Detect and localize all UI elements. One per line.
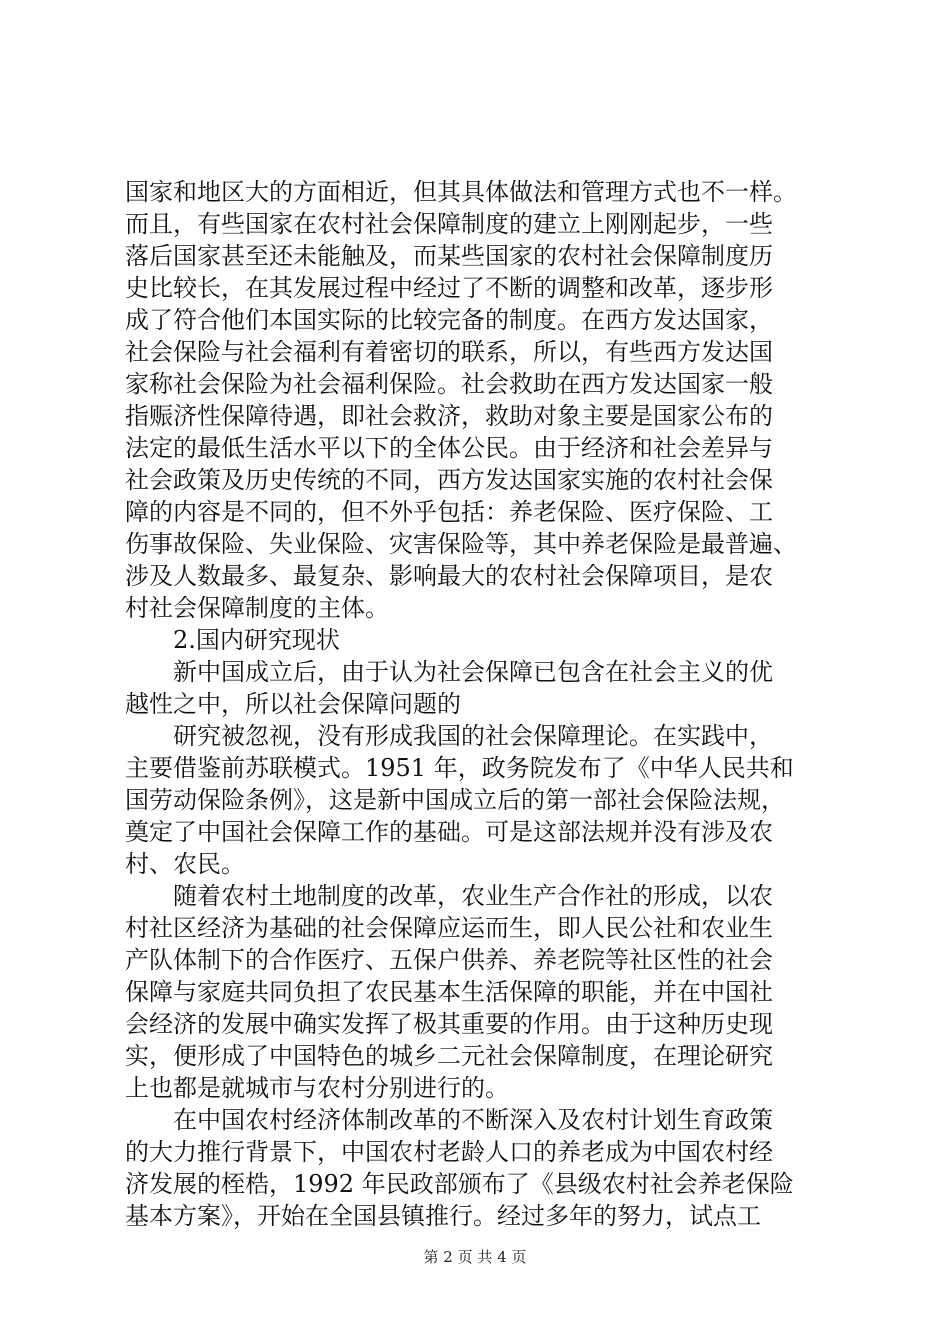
text-line: 的大力推行背景下，中国农村老龄人口的养老成为中国农村经 [125, 1138, 773, 1166]
text-line: 实，便形成了中国特色的城乡二元社会保障制度，在理论研究 [125, 1042, 773, 1070]
text-line: 济发展的桎梏，1992 年民政部颁布了《县级农村社会养老保险 [125, 1170, 794, 1198]
text-line: 伤事故保险、失业保险、灾害保险等，其中养老保险是最普遍、 [125, 530, 797, 558]
section-heading: 2.国内研究现状 [173, 626, 340, 654]
text-line: 保障与家庭共同负担了农民基本生活保障的职能，并在中国社 [125, 978, 773, 1006]
text-line: 产队体制下的合作医疗、五保户供养、养老院等社区性的社会 [125, 946, 773, 974]
text-line: 家称社会保险为社会福利保险。社会救助在西方发达国家一般 [125, 370, 773, 398]
text-line: 研究被忽视，没有形成我国的社会保障理论。在实践中， [173, 722, 773, 750]
text-line: 障的内容是不同的，但不外乎包括：养老保险、医疗保险、工 [125, 498, 773, 526]
text-line: 随着农村土地制度的改革，农业生产合作社的形成，以农 [173, 882, 773, 910]
text-line: 成了符合他们本国实际的比较完备的制度。在西方发达国家， [125, 306, 773, 334]
text-line: 奠定了中国社会保障工作的基础。可是这部法规并没有涉及农 [125, 818, 773, 846]
text-line: 主要借鉴前苏联模式。1951 年，政务院发布了《中华人民共和 [125, 754, 794, 782]
text-line: 法定的最低生活水平以下的全体公民。由于经济和社会差异与 [125, 434, 773, 462]
text-line: 涉及人数最多、最复杂、影响最大的农村社会保障项目，是农 [125, 562, 773, 590]
text-line: 而且，有些国家在农村社会保障制度的建立上刚刚起步，一些 [125, 210, 773, 238]
text-line: 史比较长，在其发展过程中经过了不断的调整和改革，逐步形 [125, 274, 773, 302]
text-line: 村社会保障制度的主体。 [125, 594, 389, 622]
text-line: 会经济的发展中确实发挥了极其重要的作用。由于这种历史现 [125, 1010, 773, 1038]
text-line: 社会政策及历史传统的不同，西方发达国家实施的农村社会保 [125, 466, 773, 494]
text-line: 基本方案》，开始在全国县镇推行。经过多年的努力，试点工 [125, 1202, 761, 1230]
text-line: 国劳动保险条例》，这是新中国成立后的第一部社会保险法规， [125, 786, 785, 814]
text-line: 村、农民。 [125, 850, 245, 878]
text-line: 社会保险与社会福利有着密切的联系，所以，有些西方发达国 [125, 338, 773, 366]
text-line: 指赈济性保障待遇，即社会救济，救助对象主要是国家公布的 [125, 402, 773, 430]
text-line: 国家和地区大的方面相近，但其具体做法和管理方式也不一样。 [125, 178, 797, 206]
text-line: 越性之中，所以社会保障问题的 [125, 690, 461, 718]
text-line: 上也都是就城市与农村分别进行的。 [125, 1074, 509, 1102]
text-line: 新中国成立后，由于认为社会保障已包含在社会主义的优 [173, 658, 773, 686]
text-line: 村社区经济为基础的社会保障应运而生，即人民公社和农业生 [125, 914, 773, 942]
page-footer: 第 2 页 共 4 页 [423, 1248, 527, 1266]
text-line: 落后国家甚至还未能触及，而某些国家的农村社会保障制度历 [125, 242, 773, 270]
text-line: 在中国农村经济体制改革的不断深入及农村计划生育政策 [173, 1106, 773, 1134]
